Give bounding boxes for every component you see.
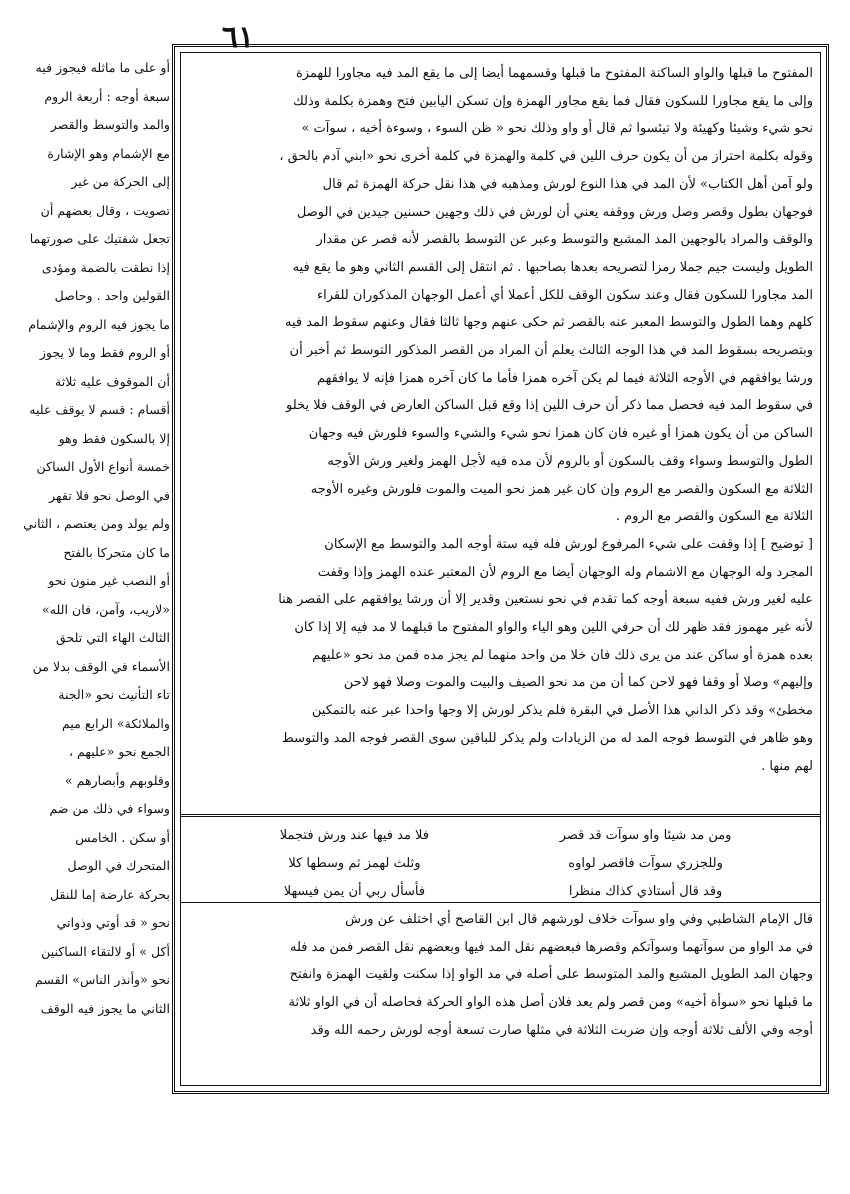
poem-verse: [220, 850, 780, 878]
side-line: إلا بالسكون فقط وهو: [58, 430, 170, 446]
side-line: في الوصل نحو فلا تقهر: [49, 487, 170, 503]
main-line: ولو آمن أهل الكتاب» لأن المد في هذا النوع لورش ومذهبه في هذا نقل حركة الهمزة ثم قال: [322, 176, 813, 192]
side-line: إذا نطقت بالضمة ومؤدى: [41, 259, 170, 275]
side-line: «لاريب، وآمن، فان الله»: [42, 601, 170, 617]
main-line: نحو شيء وشيئا وكهيئة ولا تيئسوا ثم قال أو واو وذلك نحو « ظن السوء ، وسوءة أخيه ، سوآت »: [301, 121, 813, 137]
main-line: لهم منها .: [761, 758, 813, 774]
verse-second-hemistich: فأسأل ربي أن يمن فيسهلا: [283, 884, 426, 899]
lower-line: قال الإمام الشاطبي وفي واو سوآت خلاف لورشهم قال ابن القاصح أي اختلف عن ورش: [345, 912, 813, 927]
lower-line: أوجه وفي الألف ثلاثة أوجه وإن ضربت الثلاثة في مثلها صارت تسعة أوجه لورش رحمه الله وقد: [310, 1022, 813, 1038]
main-line: المفتوح ما قبلها والواو الساكنة المفتوح ما قبلها وقسمهما أيضا إلى ما يقع المد فيه مجاورا للهمزة: [295, 66, 813, 81]
side-line: مع الإشمام وهو الإشارة: [47, 145, 170, 161]
side-column: [10, 54, 170, 1023]
side-line: وسواء في ذلك من ضم: [49, 801, 170, 816]
main-line: المد مجاورا للسكون فقال وعند سكون الوقف للكل أعملا أي أعمل الوجهان المذكوران للقراء: [317, 287, 813, 303]
main-line: وإليهم» وصلا أو وقفا فهو لاحن كما أن من مد نحو الصيف والبيت والموت وصلا فهو لاحن: [343, 675, 813, 691]
side-line: بحركة عارضة إما للنقل: [49, 886, 170, 902]
side-line: نحو «وأنذر الناس» القسم: [34, 972, 170, 987]
side-line: تاء التأنيث نحو «الجنة: [58, 687, 170, 702]
lower-line: وجهان المد الطويل المشبع والمد المتوسط على أصله في مد الواو إذا سكنت ولقيت الهمزة وانفتح: [289, 967, 813, 983]
lower-line: ما قبلها نحو «سوأة أخيه» ومن قصر ولم يعد فلان أصل هذه الواو الحركة فحاصله أن في الواو ثلاثة: [288, 995, 813, 1011]
main-line: وبتصريحه بسقوط المد في هذا الوجه الثالث يعلم أن المراد من القصر المذكور التوسط ثم أخبر أن: [289, 343, 813, 359]
verse-second-hemistich: فلا مد فيها عند ورش فتجملا: [279, 828, 430, 843]
side-line: أو الروم فقط وما لا يجوز: [39, 345, 170, 360]
main-line: ورشا يوافقهم في الأوجه الثلاثة فيما لم يكن آخره همزا فأما ما كان آخره همزا فإنه لا يوافقهم: [316, 370, 813, 386]
side-line: ولم يولد ومن يعتصم ، الثاني: [23, 516, 170, 531]
side-line: الجمع نحو «عليهم ،: [68, 744, 170, 759]
main-line: فوجهان بطول وقصر وصل ورش ووقفه يعني أن لورش في ذلك وجهين حسنين جيدين في الوصل: [296, 204, 813, 220]
lower-text: [188, 906, 813, 1045]
poem-divider-bottom: [180, 902, 821, 903]
main-line: لأنه غير مهموز فقد ظهر لك أن حرفي اللين وهو الياء والواو المفتوح ما قبلهما لا مد فيه إلا إذا كان: [294, 620, 813, 636]
main-line: [ توضيح ] إذا وقفت على شيء المرفوع لورش فله فيه ستة أوجه المد والتوسط مع الإسكان: [324, 536, 813, 552]
poem-divider-top: [180, 814, 821, 817]
side-line: أو سكن . الخامس: [75, 829, 170, 845]
side-line: أن الموقوف عليه ثلاثة: [55, 373, 170, 389]
main-line: الثلاثة مع السكون والقصر مع الروم وإن كان غير همز نحو الميت والموت فلورش وغيره الأوجه: [310, 481, 813, 497]
side-line: والملائكة» الرابع ميم: [61, 715, 170, 731]
side-line: أو على ما ماثله فيجوز فيه: [35, 60, 170, 75]
main-line: عليه لغير ورش ففيه سبعة أوجه كما تقدم في نحو نستعين وقدير إلا أن ورشا يوافقهم على القصر هنا: [278, 592, 813, 608]
main-text: [188, 60, 813, 780]
verse-first-hemistich: وقد قال أستاذي كذاك منظرا: [568, 884, 723, 899]
side-line: أقسام : قسم لا يوقف عليه: [29, 402, 170, 417]
verse-second-hemistich: وثلث لهمز ثم وسطها كلا: [288, 856, 421, 871]
side-line: سبعة أوجه : أربعة الروم: [44, 88, 170, 104]
side-line: القولين واحد . وحاصل: [54, 288, 170, 303]
main-line: الطويل وليست جيم جملا رمزا لتصريحه بعدها بصاحبها . ثم انتقل إلى القسم الثاني وهو ما يقع فيه: [292, 259, 813, 275]
side-line: وقلوبهم وأبصارهم »: [64, 772, 170, 788]
side-line: إلى الحركة من غير: [71, 174, 170, 189]
main-line: والوقف والمراد بالوجهين المد المشبع والتوسط وعبر عن التوسط بالقصر لأنه قصر عن مقدار: [316, 232, 813, 248]
side-line: تصويت ، وقال بعضهم أن: [40, 202, 170, 218]
main-line: المجرد وله الوجهان مع الاشمام وله الوجهان أيضا مع الروم لأن المعتبر عنده الهمز وإذا وقفت: [317, 564, 813, 580]
main-line: وإلى ما يقع مجاورا للسكون فقال فما يقع مجاور الهمزة وإن تسكن اليابين فتح وهمزة بكلمة وذلك: [293, 93, 813, 109]
main-line: بعده همزة أو ساكن عند من يرى ذلك فان خلا من واحد منهما لم يجز مده فمن مد نحو «عليهم: [312, 647, 813, 663]
page-number: ٦١: [221, 20, 255, 55]
side-line: الأسماء في الوقف بدلا من: [32, 658, 170, 674]
main-line: الساكن من أن يكون همزا أو غيره فان كان همزا نحو شيء والشيء والسوء فلورش فيه وجهان: [308, 426, 813, 442]
side-line: نحو « قد أوتي وذواتي: [56, 915, 170, 930]
verse-first-hemistich: وللجزري سوآت فاقصر لواوه: [568, 856, 723, 871]
poem-block: [220, 822, 780, 906]
side-line: أو النصب غير منون نحو: [48, 573, 170, 588]
main-line: وقوله بكلمة احتراز من أن يكون حرف اللين في كلمة والهمزة في كلمة أخرى نحو «ابني آدم بالحق ،: [279, 149, 813, 165]
main-line: مخطئ» وقد ذكر الداني هذا الأصل في البقرة فلم يذكر لورش إلا وجها واحدا عبر عنه بالتمكين: [311, 703, 813, 719]
side-line: المتحرك في الوصل: [67, 858, 170, 873]
main-line: الطول والتوسط وسواء وقف بالسكون أو بالروم لأن مده فيه لأجل الهمز ولغير ورش الأوجه: [327, 453, 813, 469]
side-line: الثالث الهاء التي تلحق: [55, 630, 170, 645]
side-line: تجعل شفتيك على صورتهما: [29, 231, 170, 246]
main-line: في سقوط المد فيه فحصل مما ذكر أن حرف اللين إذا وقع قبل الساكن العارض في الوقف فلا يخلو: [286, 398, 813, 414]
side-line: والمد والتوسط والقصر: [50, 117, 170, 132]
side-line: خمسة أنواع الأول الساكن: [36, 459, 170, 474]
side-line: ما كان متحركا بالفتح: [63, 544, 170, 560]
main-line: وهو ظاهر في التوسط فوجه المد له من الزيادات ولم يذكر للباقين سوى القصر فوجه المد والتوسط: [281, 730, 813, 746]
lower-line: في مد الواو من سوآتهما وسوآتكم وقصرها فبعضهم نقل المد فيها وبعضهم نقل القصر فمن مد فله: [290, 939, 813, 955]
verse-first-hemistich: ومن مد شيئا واو سوآت قد قصر: [559, 828, 732, 843]
main-line: الثلاثة مع السكون والقصر مع الروم .: [615, 509, 813, 525]
side-line: الثاني ما يجوز فيه الوقف: [40, 1000, 170, 1016]
poem-verse: [220, 822, 780, 850]
side-line: ما يجوز فيه الروم والإشمام: [28, 316, 170, 332]
main-line: كلهم وهما الطول والتوسط المعبر عنه بالقصر ثم حكى عنهم وجها ثالثا فقال وعنهم سقوط المد فيه: [284, 315, 813, 331]
side-line: أكل » أو لالتقاء الساكنين: [41, 943, 170, 959]
